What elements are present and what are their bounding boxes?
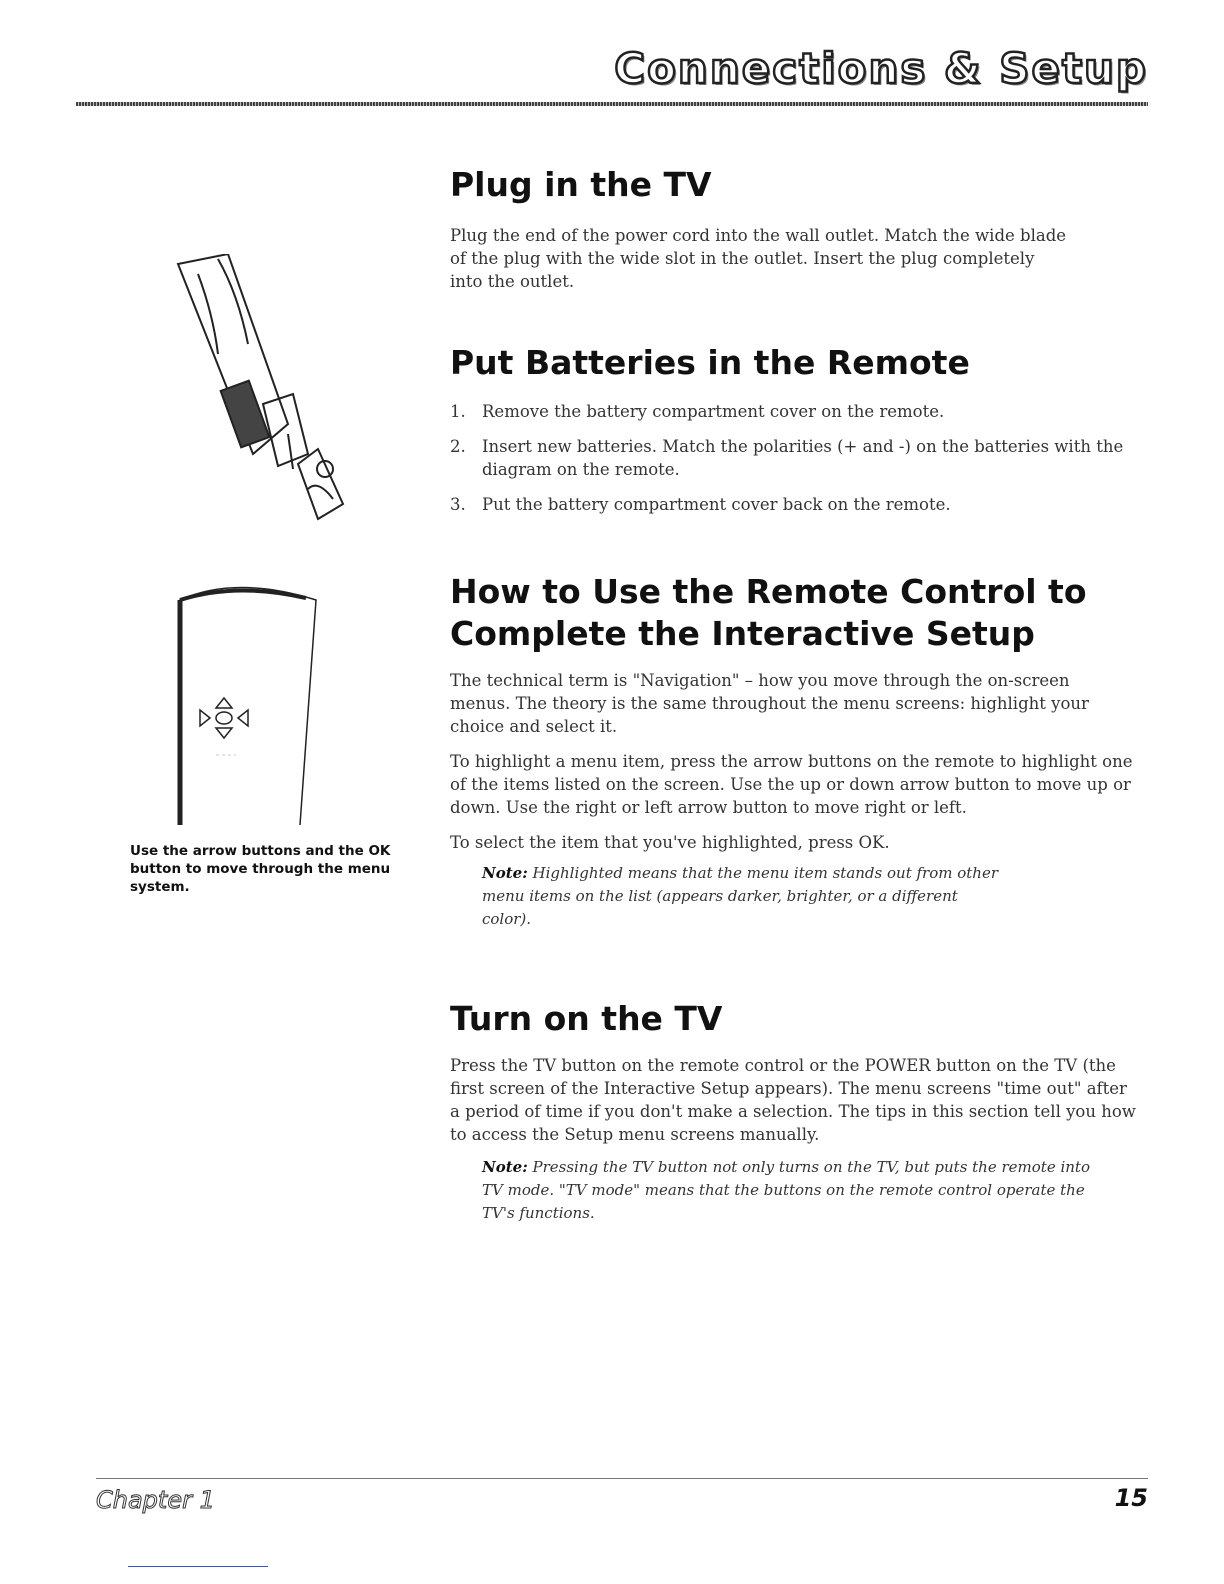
note-text: Pressing the TV button not only turns on the TV, but puts the remote into TV mode. "TV mode" means that the buttons on the remote control operate the TV's functions. — [482, 1158, 1090, 1222]
section-plug-tv — [450, 164, 1150, 293]
note-text: Highlighted means that the menu item stands out from other menu items on the list (appears darker, brighter, or a different color). — [482, 864, 998, 928]
figure-caption: Use the arrow buttons and the OK button to move through the menu system. — [130, 843, 391, 895]
header-rule — [76, 102, 1148, 106]
list-item — [450, 400, 1140, 423]
section-turn-on — [450, 998, 1150, 1225]
body-paragraph: Press the TV button on the remote control or the POWER button on the TV (the first screen of the Interactive Setup appears). The menu screens "time out" after a period of time if you don't make a selection. The tips in this section tell you how to access the Setup menu screens manually. — [450, 1056, 1136, 1144]
step-number: 3. — [450, 495, 466, 514]
step-number: 1. — [450, 402, 466, 421]
body-paragraph: To highlight a menu item, press the arrow buttons on the remote to highlight one of the items listed on the screen. Use the up or down arrow button to move up or down. Use the right or left arrow button to move right or left. — [450, 752, 1133, 817]
body-paragraph: The technical term is "Navigation" – how you move through the on-screen menus. The theory is the same throughout the menu screens: highlight your choice and select it. — [450, 671, 1089, 736]
step-text: Put the battery compartment cover back on the remote. — [482, 495, 951, 514]
remote-arrows-illustration — [176, 580, 326, 830]
step-text: Insert new batteries. Match the polarities (+ and -) on the batteries with the diagram on the remote. — [482, 437, 1124, 479]
section-heading: Complete the Interactive Setup — [450, 614, 1035, 653]
running-header-title: Connections & Setup — [614, 44, 1148, 93]
section-batteries — [450, 342, 1150, 528]
section-heading: Turn on the TV — [450, 999, 723, 1038]
note-label: Note: — [482, 864, 528, 882]
note — [482, 862, 1002, 931]
list-item — [450, 493, 1140, 516]
section-heading: Plug in the TV — [450, 165, 712, 204]
section-navigation — [450, 571, 1160, 931]
step-number: 2. — [450, 437, 466, 456]
note-label: Note: — [482, 1158, 528, 1176]
section-heading: How to Use the Remote Control to — [450, 572, 1087, 611]
body-paragraph: Plug the end of the power cord into the wall outlet. Match the wide blade of the plug with the wide slot in the outlet. Insert the plug completely into the outlet. — [450, 226, 1067, 291]
chapter-label: Chapter 1 — [96, 1486, 215, 1514]
battery-steps-list — [450, 400, 1140, 516]
remote-battery-illustration — [168, 254, 388, 524]
note — [482, 1156, 1102, 1225]
footer-link-underline — [128, 1566, 268, 1567]
footer-rule — [96, 1478, 1148, 1479]
page-number: 15 — [1114, 1484, 1148, 1512]
step-text: Remove the battery compartment cover on the remote. — [482, 402, 945, 421]
section-heading: Put Batteries in the Remote — [450, 343, 970, 382]
body-paragraph: To select the item that you've highlighted, press OK. — [450, 833, 890, 852]
list-item — [450, 435, 1140, 481]
